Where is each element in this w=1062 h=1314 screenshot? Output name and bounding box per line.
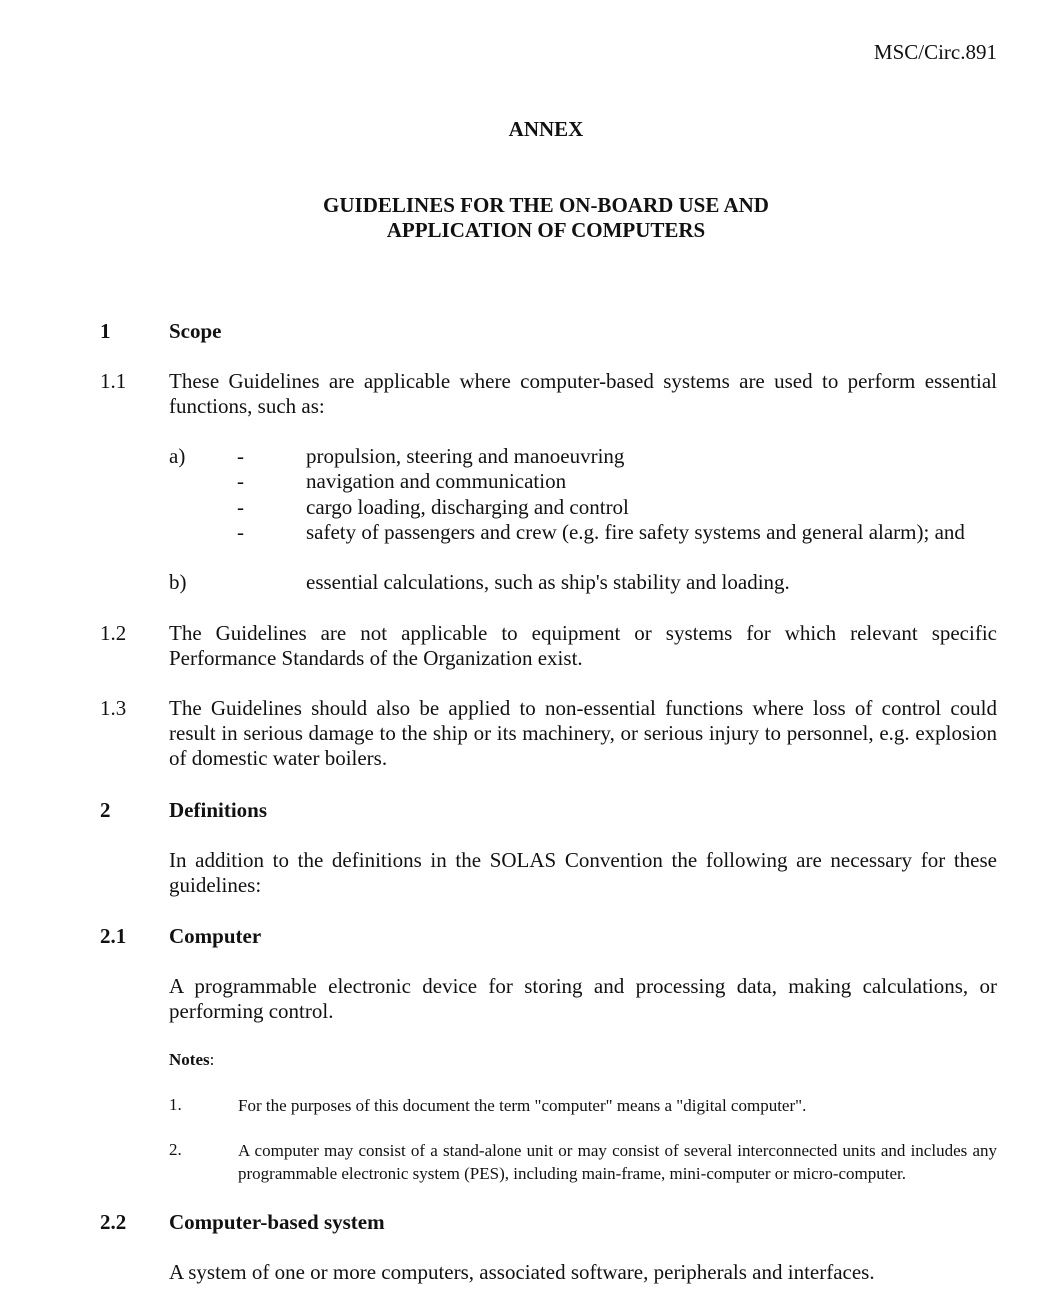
- list-item: safety of passengers and crew (e.g. fire safety systems and general alarm); and: [306, 520, 965, 544]
- list-label-b: b): [169, 570, 187, 594]
- note-text: A computer may consist of a stand-alone unit or may consist of several interconnected units and includes any programmable electronic system (PES), including main-frame, mini-computer or micro-computer.: [238, 1141, 997, 1183]
- main-title-line-1: GUIDELINES FOR THE ON-BOARD USE AND: [323, 193, 769, 217]
- main-title-line-2: APPLICATION OF COMPUTERS: [386, 218, 706, 242]
- note-text: For the purposes of this document the term "computer" means a "digital computer".: [238, 1096, 807, 1115]
- paragraph-text: A system of one or more computers, associated software, peripherals and interfaces.: [169, 1260, 875, 1284]
- list-dash: -: [237, 444, 244, 468]
- notes-colon: :: [209, 1050, 215, 1069]
- section-number: 2.2: [100, 1210, 127, 1234]
- list-item: cargo loading, discharging and control: [306, 495, 629, 519]
- note-number: 2.: [169, 1140, 182, 1159]
- list-item: propulsion, steering and manoeuvring: [306, 444, 625, 468]
- section-number: 2.1: [100, 924, 127, 948]
- paragraph-number: 1.3: [100, 696, 127, 720]
- list-item: essential calculations, such as ship's stability and loading.: [306, 570, 790, 594]
- section-number: 1: [100, 319, 111, 343]
- paragraph-text: In addition to the definitions in the SOLAS Convention the following are necessary for these guidelines:: [169, 848, 997, 897]
- paragraph-text: The Guidelines are not applicable to equipment or systems for which relevant specific Performance Standards of the Organization exist.: [169, 621, 997, 670]
- section-heading: Definitions: [169, 798, 268, 822]
- list-dash: -: [237, 520, 244, 544]
- annex-title: ANNEX: [508, 117, 584, 141]
- section-number: 2: [100, 798, 111, 822]
- paragraph-text: The Guidelines should also be applied to non-essential functions where loss of control could result in serious damage to the ship or its machinery, or serious injury to personnel, e.g. explosion of domestic water boilers.: [169, 696, 997, 770]
- list-item: navigation and communication: [306, 469, 567, 493]
- paragraph-text: These Guidelines are applicable where computer-based systems are used to perform essential functions, such as:: [169, 369, 997, 418]
- section-heading: Scope: [169, 319, 222, 343]
- document-reference: MSC/Circ.891: [873, 40, 997, 64]
- note-number: 1.: [169, 1095, 182, 1114]
- section-heading: Computer-based system: [169, 1210, 385, 1234]
- paragraph-text: A programmable electronic device for storing and processing data, making calculations, or performing control.: [169, 974, 997, 1023]
- list-dash: -: [237, 495, 244, 519]
- list-dash: -: [237, 469, 244, 493]
- section-heading: Computer: [169, 924, 262, 948]
- paragraph-number: 1.1: [100, 369, 127, 393]
- notes-label: [169, 1050, 214, 1070]
- paragraph-number: 1.2: [100, 621, 127, 645]
- list-label-a: a): [169, 444, 186, 468]
- notes-label-text: Notes: [169, 1050, 210, 1069]
